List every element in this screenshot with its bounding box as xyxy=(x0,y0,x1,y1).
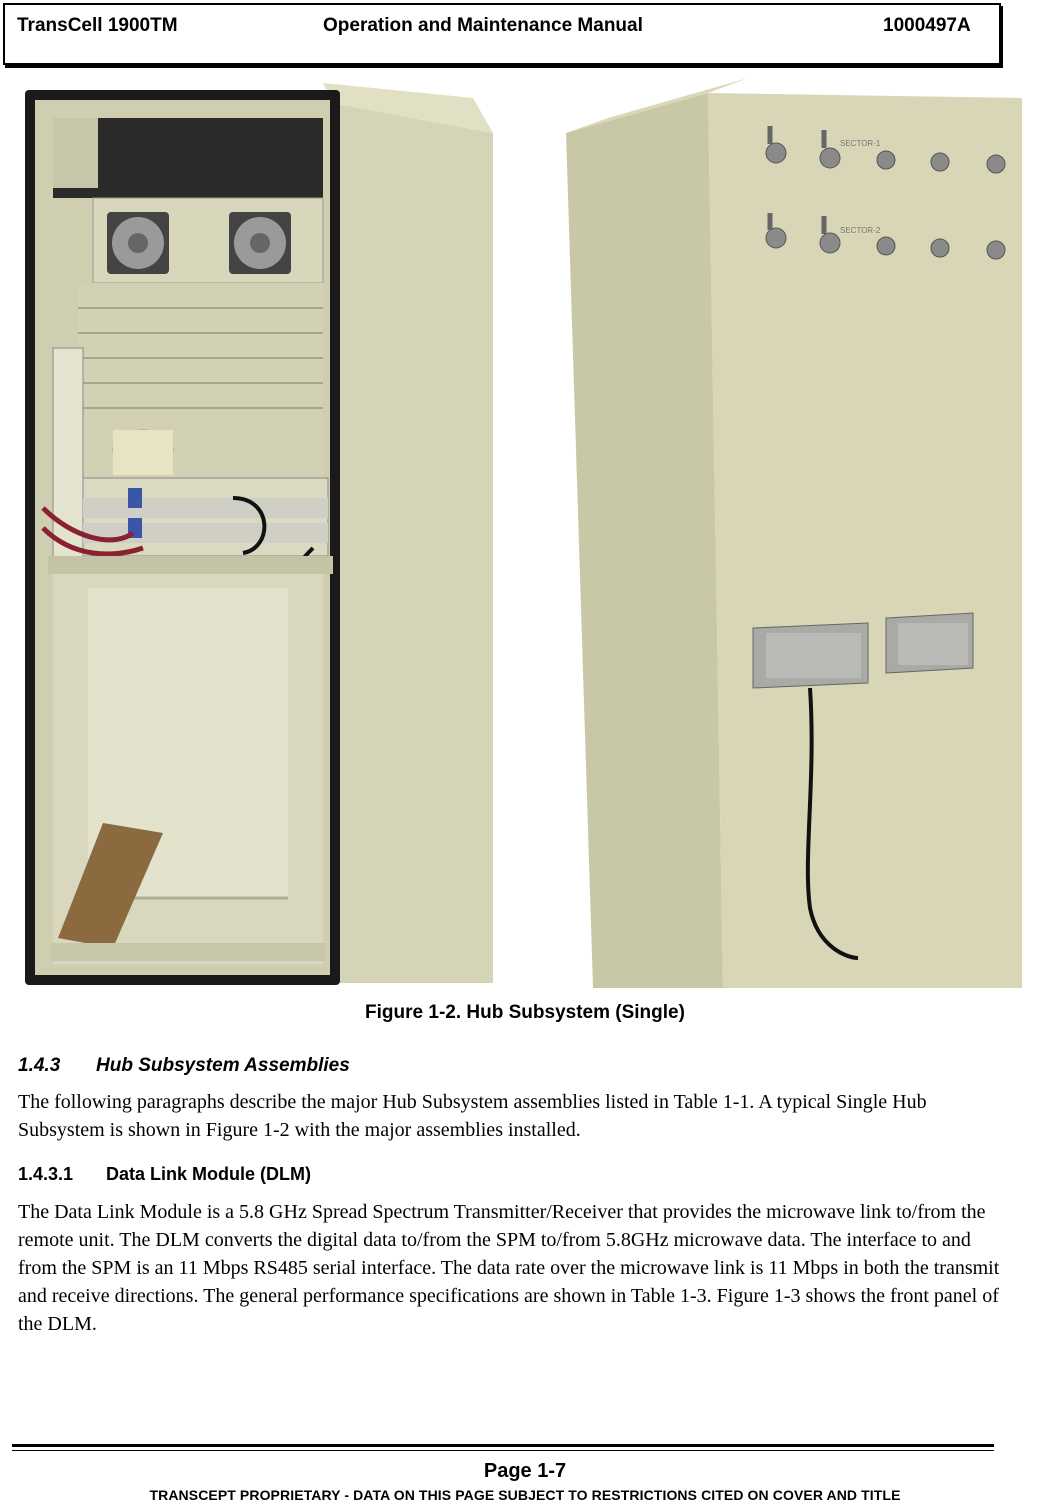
open-cabinet-photo xyxy=(3,78,505,990)
closed-cabinet-photo xyxy=(548,78,1022,990)
section-number: 1.4.3 xyxy=(18,1055,61,1076)
open-cabinet-illustration xyxy=(3,78,505,990)
header-product: TransCell 1900TM xyxy=(17,15,178,36)
svg-text:SECTOR-1: SECTOR-1 xyxy=(840,139,881,148)
header-manual-title: Operation and Maintenance Manual xyxy=(323,15,643,36)
closed-cabinet-illustration xyxy=(548,78,1022,990)
section-1-4-3-body: The following paragraphs describe the major Hub Subsystem assemblies listed in Table 1-1. A typical Single Hub Subsystem is shown in Figure 1-2 with the major assemblies installed. xyxy=(18,1091,927,1141)
proprietary-notice: TRANSCEPT PROPRIETARY - DATA ON THIS PAGE SUBJECT TO RESTRICTIONS CITED ON COVER AND TITLE xyxy=(149,1487,901,1503)
figure-caption: Figure 1-2. Hub Subsystem (Single) xyxy=(365,1002,685,1023)
page-number: Page 1-7 xyxy=(483,1460,567,1482)
header-doc-number: 1000497A xyxy=(883,15,971,36)
section-title: Hub Subsystem Assemblies xyxy=(96,1055,350,1076)
subsection-title: Data Link Module (DLM) xyxy=(106,1164,311,1184)
footer-rule-thin xyxy=(12,1450,994,1451)
footer-rule xyxy=(12,1444,994,1447)
section-heading-1-4-3-1 xyxy=(18,1164,311,1185)
svg-text:SECTOR-2: SECTOR-2 xyxy=(840,226,881,235)
page-header xyxy=(3,3,1001,65)
section-heading-1-4-3 xyxy=(18,1055,350,1077)
section-1-4-3-1-body: The Data Link Module is a 5.8 GHz Spread Spectrum Transmitter/Receiver that provides the microwave link to/from the remote unit. The DLM converts the digital data to/from the SPM to/from 5.8GHz microwave data. The interface to and from the SPM is an 11 Mbps RS485 serial interface. The data rate over the microwave link is 11 Mbps in both the transmit and receive directions. The general performance specifications are shown in Table 1-3. Figure 1-3 shows the front panel of the DLM. xyxy=(18,1201,1000,1335)
subsection-number: 1.4.3.1 xyxy=(18,1164,74,1184)
